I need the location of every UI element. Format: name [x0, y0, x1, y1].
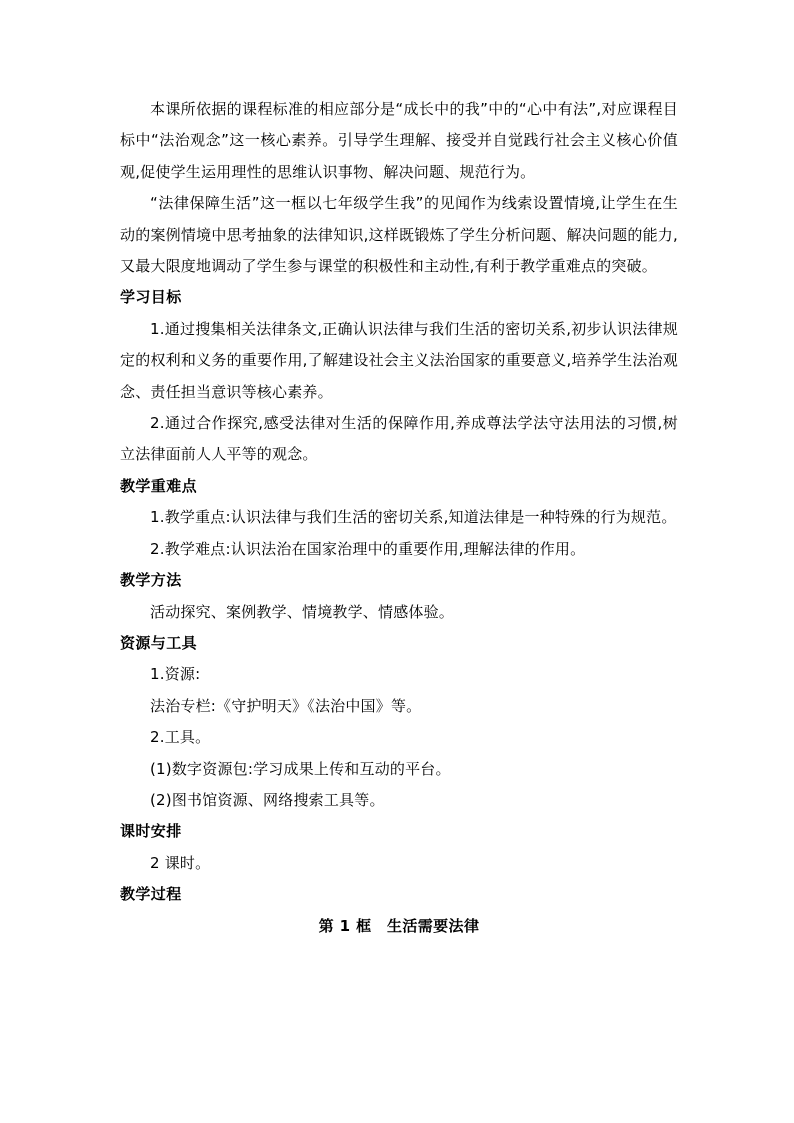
key-point-item-1: 1.教学重点:认识法律与我们生活的密切关系,知道法律是一种特殊的行为规范。 [150, 508, 677, 527]
resources-line-2: 法治专栏:《守护明天》《法治中国》等。 [150, 696, 422, 715]
schedule-text: 2 课时。 [150, 853, 211, 872]
intro-paragraph-2: “法律保障生活”这一框以七年级学生我”的见闻作为线索设置情境,让学生在生动的案例情境中思考抽象的法律知识,这样既锻炼了学生分析问题、解决问题的能力,又最大限度地调动了学生参与课堂的积极性和主动性,有利于教学重难点的突破。 [120, 194, 678, 276]
resources-line-5: (2)图书馆资源、网络搜索工具等。 [150, 790, 385, 809]
intro-paragraph-1: 本课所依据的课程标准的相应部分是“成长中的我”中的“心中有法”,对应课程目标中“法治观念”这一核心素养。引导学生理解、接受并自觉践行社会主义核心价值观,促使学生运用理性的思维认识事物、解决问题、规范行为。 [120, 100, 678, 181]
resources-heading: 资源与工具 [120, 633, 198, 652]
document-page [120, 94, 678, 942]
objective-item-1: 1.通过搜集相关法律条文,正确认识法律与我们生活的密切关系,初步认识法律规定的权利和义务的重要作用,了解建设社会主义法治国家的重要意义,培养学生法治观念、责任担当意识等核心素养。 [120, 319, 678, 401]
section-title: 第 1 框 生活需要法律 [318, 916, 480, 935]
methods-text: 活动探究、案例教学、情境教学、情感体验。 [150, 602, 455, 621]
objectives-heading: 学习目标 [120, 288, 182, 307]
methods-heading: 教学方法 [120, 571, 182, 590]
key-point-item-2: 2.教学难点:认识法治在国家治理中的重要作用,理解法律的作用。 [150, 539, 586, 558]
resources-line-4: (1)数字资源包:学习成果上传和互动的平台。 [150, 759, 451, 778]
process-heading: 教学过程 [120, 885, 182, 904]
key-points-heading: 教学重难点 [120, 476, 198, 495]
objective-item-2: 2.通过合作探究,感受法律对生活的保障作用,养成尊法学法守法用法的习惯,树立法律面前人人平等的观念。 [120, 414, 678, 464]
resources-line-3: 2.工具。 [150, 728, 211, 747]
resources-line-1: 1.资源: [150, 665, 201, 684]
schedule-heading: 课时安排 [120, 822, 182, 841]
